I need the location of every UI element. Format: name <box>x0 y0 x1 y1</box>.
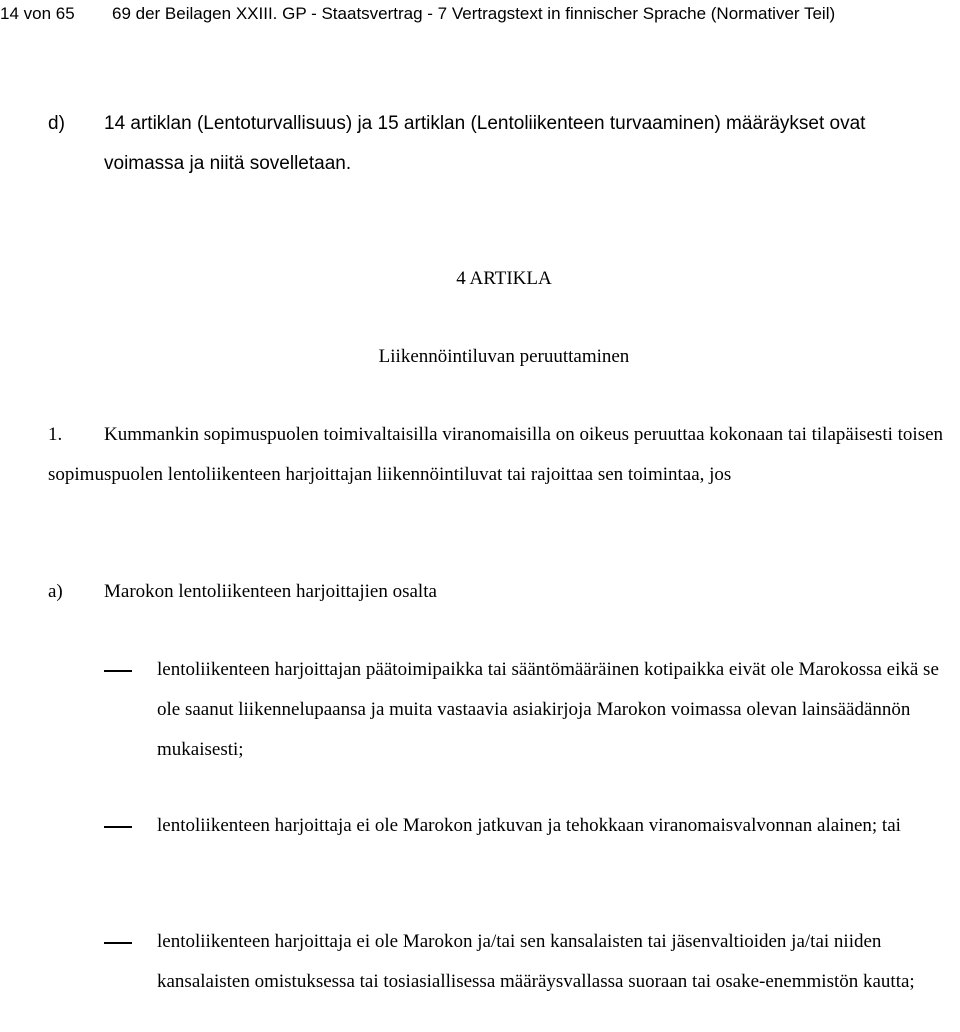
article-subheading: Liikennöintiluvan peruuttaminen <box>378 346 630 367</box>
dash-marker <box>104 826 132 828</box>
item-a-marker: a) <box>48 581 63 602</box>
article-heading: 4 ARTIKLA <box>456 268 552 289</box>
dash-marker <box>104 942 132 944</box>
page-number: 14 von 65 <box>0 4 75 23</box>
dash-item-2: lentoliikenteen harjoittaja ei ole Marokon jatkuvan ja tehokkaan viranomaisvalvonnan alainen; tai <box>157 815 901 836</box>
item-d-marker: d) <box>48 113 65 134</box>
header-title: 69 der Beilagen XXIII. GP - Staatsvertrag - 7 Vertragstext in finnischer Sprache (Normativer Teil) <box>112 4 836 23</box>
item-d-text: 14 artiklan (Lentoturvallisuus) ja 15 artiklan (Lentoliikenteen turvaaminen) määräykset ovat voimassa ja niitä sovelletaan. <box>104 113 866 174</box>
dash-marker <box>104 670 132 672</box>
paragraph-1 <box>48 415 960 495</box>
item-a-text: Marokon lentoliikenteen harjoittajien osalta <box>104 581 437 602</box>
dash-item-3: lentoliikenteen harjoittaja ei ole Marokon ja/tai sen kansalaisten tai jäsenvaltioiden ja/tai niiden kansalaisten omistuksessa tai tosiasiallisessa määräysvallassa suoraan tai osake-enemmistön kautta; <box>157 931 915 992</box>
dash-item-1: lentoliikenteen harjoittajan päätoimipaikka tai sääntömääräinen kotipaikka eivät ole Marokossa eikä se ole saanut liikennelupaansa ja muita vastaavia asiakirjoja Marokon voimassa olevan lainsäädännön mukaisesti; <box>157 659 939 760</box>
paragraph-1-number: 1. <box>48 424 63 445</box>
paragraph-1-text: Kummankin sopimuspuolen toimivaltaisilla viranomaisilla on oikeus peruuttaa kokonaan tai tilapäisesti toisen sopimuspuolen lentoliikenteen harjoittajan liikennöintiluvat tai rajoittaa sen toimintaa, jos <box>48 424 944 485</box>
